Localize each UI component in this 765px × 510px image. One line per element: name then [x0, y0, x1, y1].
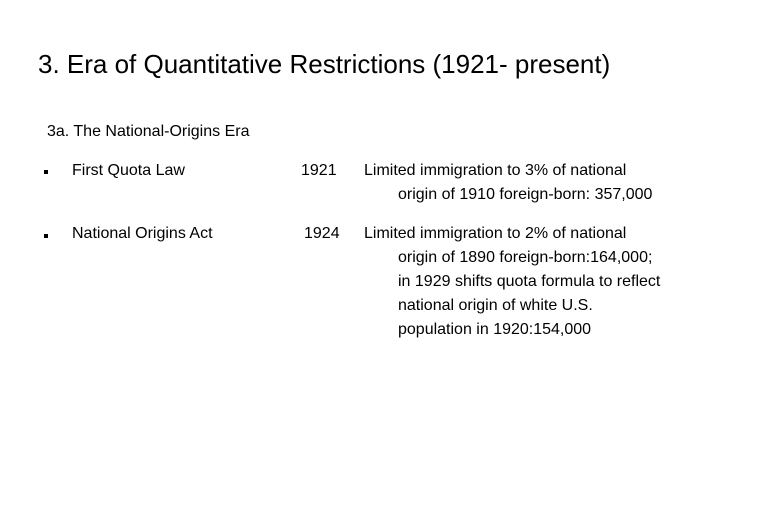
- law-year-first-quota: 1921: [301, 162, 337, 179]
- law-name-first-quota: First Quota Law: [72, 162, 185, 179]
- law-description-line: origin of 1890 foreign-born:164,000;: [398, 249, 653, 266]
- section-subtitle: 3a. The National-Origins Era: [47, 123, 250, 140]
- law-name-national-origins: National Origins Act: [72, 225, 213, 242]
- slide-title: 3. Era of Quantitative Restrictions (1921- present): [38, 49, 611, 79]
- law-description-line: Limited immigration to 2% of national: [364, 225, 627, 242]
- law-description-line: Limited immigration to 3% of national: [364, 162, 627, 179]
- bullet-icon: [44, 234, 48, 238]
- law-description-line: in 1929 shifts quota formula to reflect: [398, 273, 661, 290]
- law-description-line: national origin of white U.S.: [398, 297, 593, 314]
- law-description-line: origin of 1910 foreign-born: 357,000: [398, 186, 653, 203]
- law-description-line: population in 1920:154,000: [398, 321, 592, 338]
- law-year-national-origins: 1924: [304, 225, 340, 242]
- bullet-icon: [44, 170, 48, 174]
